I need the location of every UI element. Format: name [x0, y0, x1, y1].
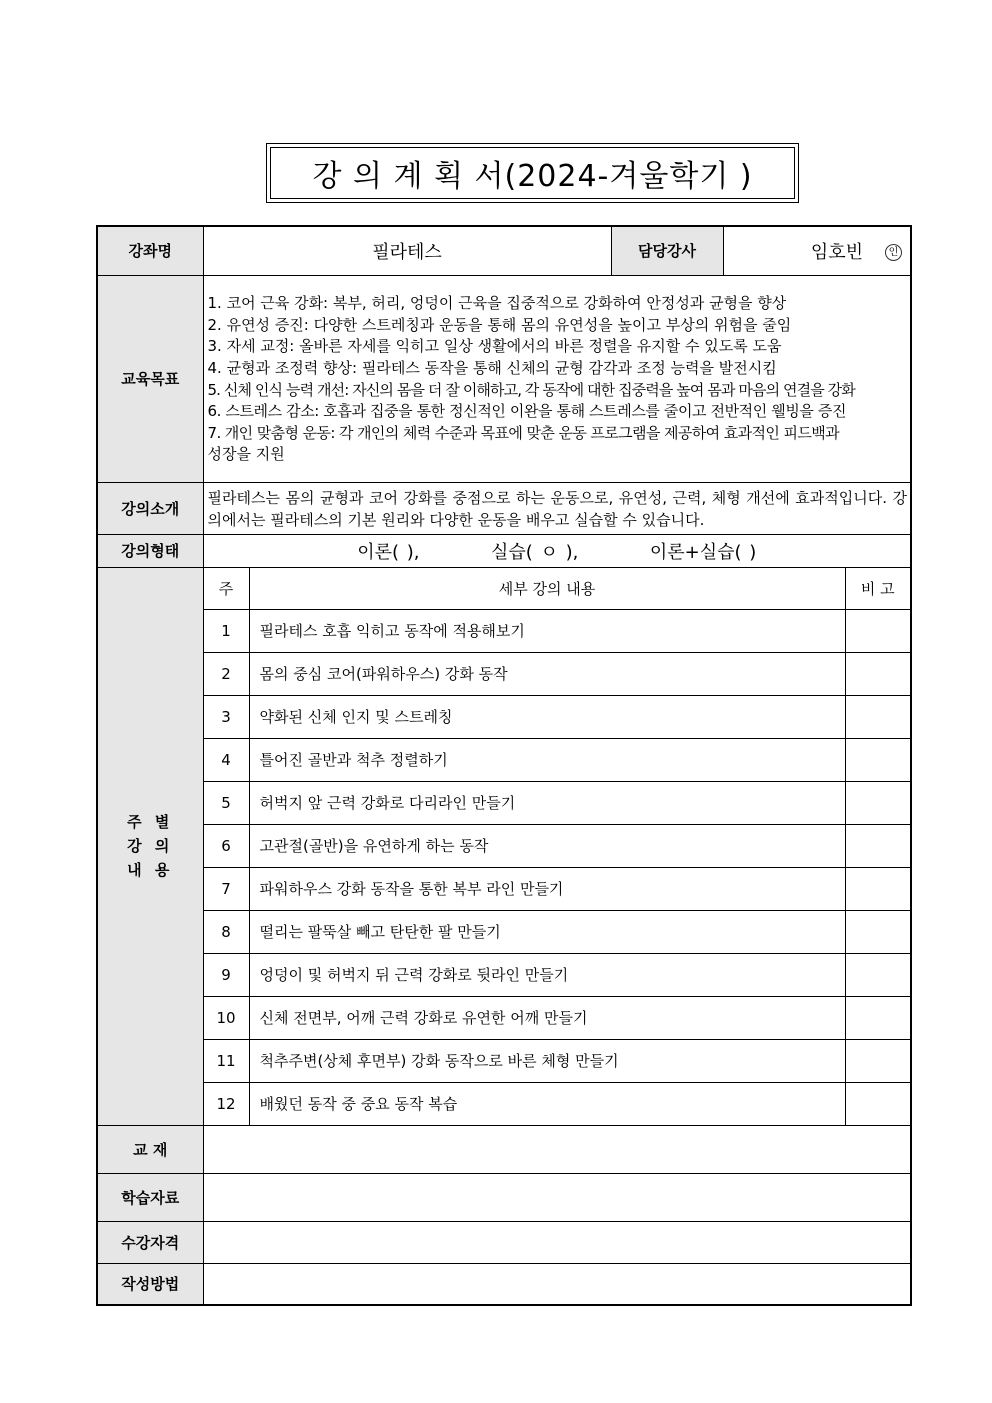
- format-row: [97, 534, 911, 567]
- eligibility-value: [203, 1221, 911, 1263]
- table-row: [97, 781, 911, 824]
- format-theory: 이론( ),: [357, 541, 420, 563]
- week-number: 2: [203, 652, 249, 695]
- weekly-label: [97, 567, 203, 1125]
- materials-label: 학습자료: [97, 1173, 203, 1221]
- goal-line: 6. 스트레스 감소: 호흡과 집중을 통한 정신적인 이완을 통해 스트레스를 줄이고 전반적인 웰빙을 증진: [207, 402, 847, 421]
- goal-line: 성장을 지원: [207, 445, 285, 464]
- week-note: [845, 867, 911, 910]
- week-number: 7: [203, 867, 249, 910]
- week-detail: 틀어진 골반과 척추 정렬하기: [249, 738, 845, 781]
- format-label: 강의형태: [97, 534, 203, 567]
- week-detail: 고관절(골반)을 유연하게 하는 동작: [249, 824, 845, 867]
- materials-value: [203, 1173, 911, 1221]
- week-detail: 신체 전면부, 어깨 근력 강화로 유연한 어깨 만들기: [249, 996, 845, 1039]
- goal-line: 1. 코어 근육 강화: 복부, 허리, 엉덩이 근육을 집중적으로 강화하여 안정성과 균형을 향상: [207, 294, 787, 313]
- week-number: 5: [203, 781, 249, 824]
- week-note: [845, 609, 911, 652]
- table-row: [97, 996, 911, 1039]
- materials-row: [97, 1173, 911, 1221]
- week-detail: 몸의 중심 코어(파워하우스) 강화 동작: [249, 652, 845, 695]
- method-row: [97, 1263, 911, 1305]
- instructor-name: 임호빈: [810, 241, 864, 263]
- week-note: [845, 910, 911, 953]
- week-note: [845, 1082, 911, 1125]
- goals-label: 교육목표: [97, 275, 203, 482]
- week-note: [845, 781, 911, 824]
- week-note: [845, 652, 911, 695]
- title-box: [266, 143, 799, 203]
- table-row: [97, 867, 911, 910]
- goal-line: 2. 유연성 증진: 다양한 스트레칭과 운동을 통해 몸의 유연성을 높이고 부상의 위험을 줄임: [207, 315, 792, 334]
- week-number: 11: [203, 1039, 249, 1082]
- weekly-label-line: 강 의: [127, 837, 174, 855]
- method-value: [203, 1263, 911, 1305]
- week-number: 8: [203, 910, 249, 953]
- week-note: [845, 738, 911, 781]
- course-label: 강좌명: [97, 226, 203, 275]
- format-options: [203, 534, 911, 567]
- goal-line: 7. 개인 맞춤형 운동: 각 개인의 체력 수준과 목표에 맞춘 운동 프로그램을 제공하여 효과적인 피드백과: [207, 423, 840, 442]
- textbook-value: [203, 1125, 911, 1173]
- table-row: [97, 695, 911, 738]
- table-row: [97, 1082, 911, 1125]
- intro-row: [97, 482, 911, 534]
- table-row: [97, 953, 911, 996]
- week-number: 9: [203, 953, 249, 996]
- goals-row: [97, 275, 911, 482]
- instructor-cell: [723, 226, 911, 275]
- week-number: 10: [203, 996, 249, 1039]
- textbook-label: 교 재: [97, 1125, 203, 1173]
- week-detail: 떨리는 팔뚝살 빼고 탄탄한 팔 만들기: [249, 910, 845, 953]
- week-detail: 허벅지 앞 근력 강화로 다리라인 만들기: [249, 781, 845, 824]
- week-number: 1: [203, 609, 249, 652]
- goal-line: 3. 자세 교정: 올바른 자세를 익히고 일상 생활에서의 바른 정렬을 유지할 수 있도록 도움: [207, 337, 782, 356]
- course-name: 필라테스: [203, 226, 611, 275]
- method-label: 작성방법: [97, 1263, 203, 1305]
- intro-text: 필라테스는 몸의 균형과 코어 강화를 중점으로 하는 운동으로, 유연성, 근력, 체형 개선에 효과적입니다. 강의에서는 필라테스의 기본 원리와 다양한 운동을 배우고 실습할 수 있습니다.: [203, 482, 911, 534]
- instructor-label: 담당강사: [611, 226, 723, 275]
- week-number: 12: [203, 1082, 249, 1125]
- week-detail: 척추주변(상체 후면부) 강화 동작으로 바른 체형 만들기: [249, 1039, 845, 1082]
- intro-label: 강의소개: [97, 482, 203, 534]
- eligibility-row: [97, 1221, 911, 1263]
- week-detail: 약화된 신체 인지 및 스트레칭: [249, 695, 845, 738]
- seal-icon: 인: [885, 244, 902, 261]
- table-row: [97, 1039, 911, 1082]
- table-row: [97, 652, 911, 695]
- eligibility-label: 수강자격: [97, 1221, 203, 1263]
- table-row: [97, 738, 911, 781]
- week-note: [845, 824, 911, 867]
- weekly-header-row: [97, 567, 911, 609]
- week-detail: 엉덩이 및 허벅지 뒤 근력 강화로 뒷라인 만들기: [249, 953, 845, 996]
- col-week-header: 주: [203, 567, 249, 609]
- textbook-row: [97, 1125, 911, 1173]
- page-title: 강 의 계 획 서(2024-겨울학기 ): [270, 147, 795, 199]
- course-plan-table: [96, 225, 912, 1306]
- format-practice: 실습( ㅇ ),: [491, 541, 579, 563]
- week-detail: 배웠던 동작 중 중요 동작 복습: [249, 1082, 845, 1125]
- week-note: [845, 1039, 911, 1082]
- table-row: [97, 824, 911, 867]
- week-note: [845, 996, 911, 1039]
- col-note-header: 비 고: [845, 567, 911, 609]
- col-detail-header: 세부 강의 내용: [249, 567, 845, 609]
- goal-line: 4. 균형과 조정력 향상: 필라테스 동작을 통해 신체의 균형 감각과 조정 능력을 발전시킴: [207, 358, 777, 377]
- goals-text: [203, 275, 911, 482]
- format-both: 이론+실습( ): [649, 541, 757, 563]
- week-number: 4: [203, 738, 249, 781]
- week-number: 6: [203, 824, 249, 867]
- table-row: [97, 910, 911, 953]
- table-row: [97, 609, 911, 652]
- goal-line: 5. 신체 인식 능력 개선: 자신의 몸을 더 잘 이해하고, 각 동작에 대한 집중력을 높여 몸과 마음의 연결을 강화: [207, 380, 855, 399]
- weekly-label-line: 내 용: [127, 861, 174, 879]
- week-note: [845, 953, 911, 996]
- week-detail: 파워하우스 강화 동작을 통한 복부 라인 만들기: [249, 867, 845, 910]
- header-row: [97, 226, 911, 275]
- week-number: 3: [203, 695, 249, 738]
- week-detail: 필라테스 호흡 익히고 동작에 적용해보기: [249, 609, 845, 652]
- week-note: [845, 695, 911, 738]
- weekly-label-line: 주 별: [127, 813, 174, 831]
